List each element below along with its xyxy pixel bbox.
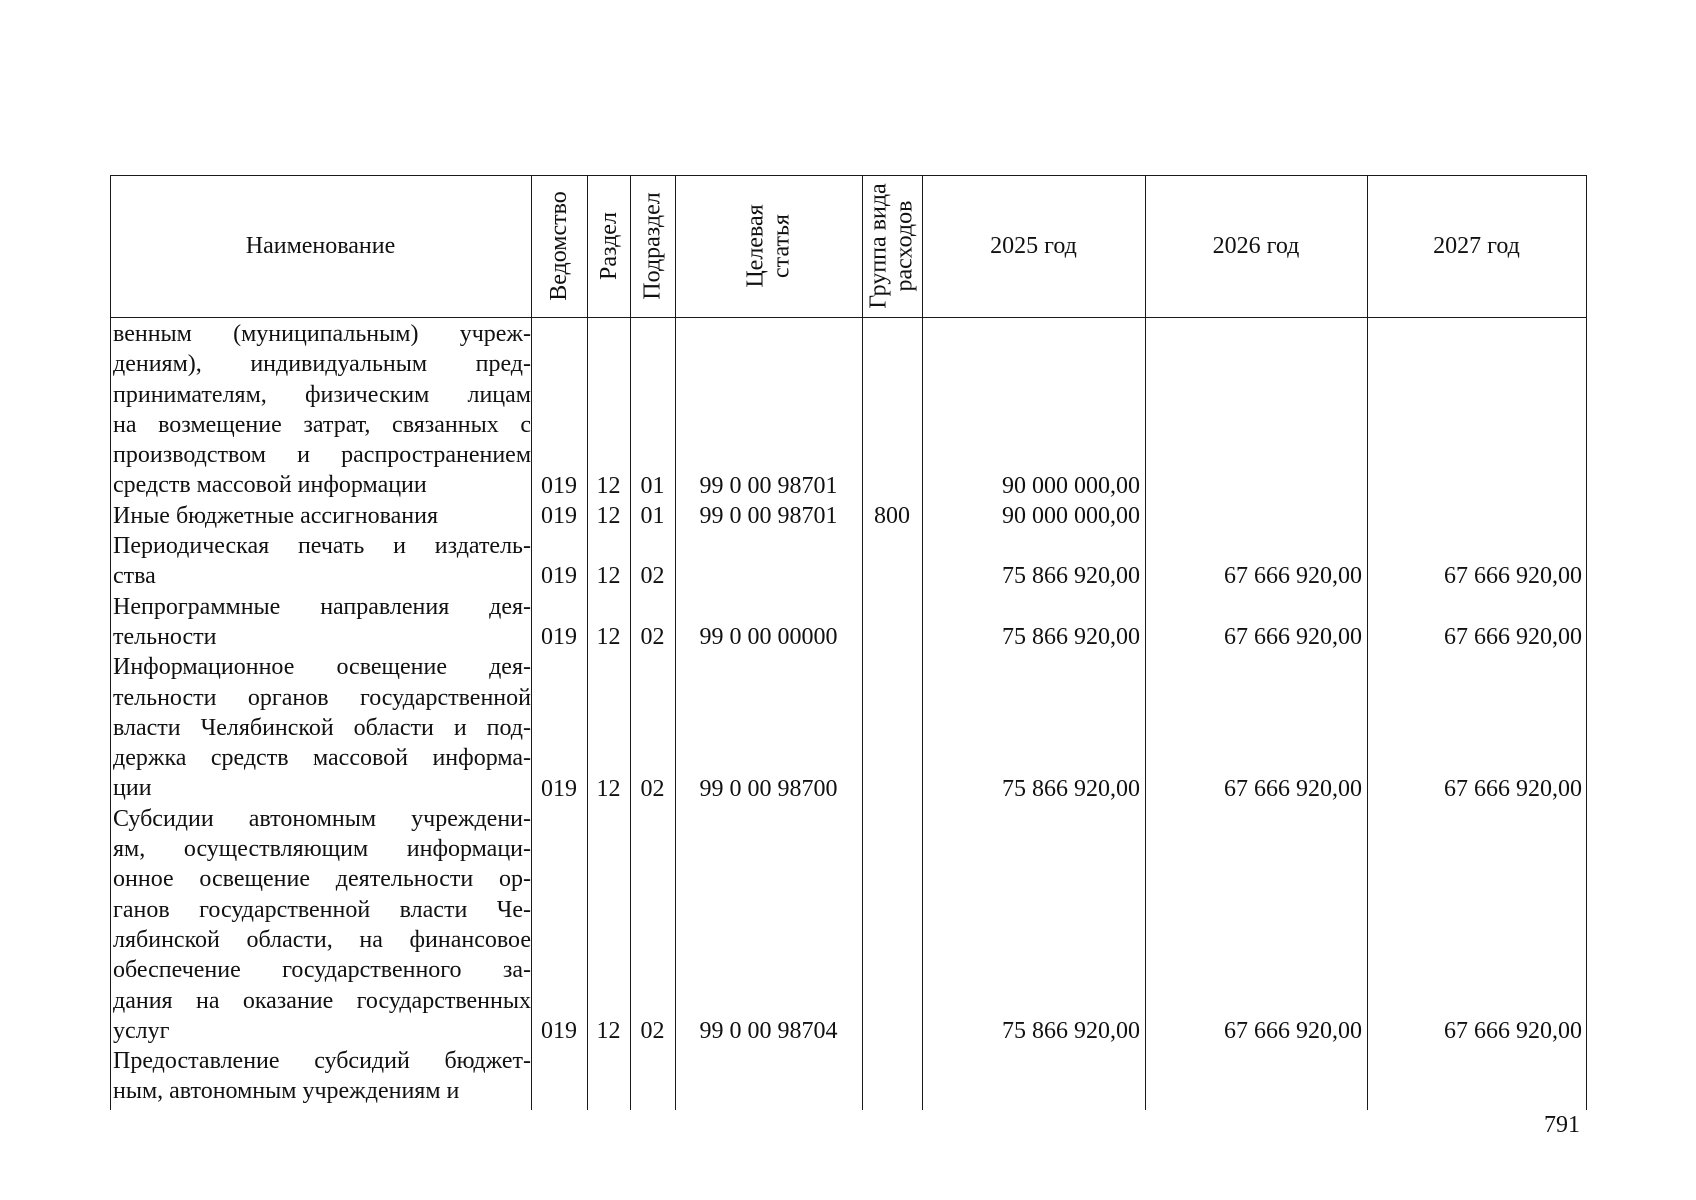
name-line: тельности органов государственной <box>113 684 531 711</box>
cell-ved: 019 <box>541 775 577 802</box>
name-line: принимателям, физическим лицам <box>113 381 531 408</box>
cell-razdel: 12 <box>596 1017 621 1044</box>
cell-y2026: 67 666 920,00 <box>1224 1017 1362 1044</box>
cell-podrazdel: 01 <box>640 472 665 499</box>
cell-y2025: 90 000 000,00 <box>1002 472 1140 499</box>
cell-y2027: 67 666 920,00 <box>1444 563 1582 590</box>
name-line: Периодическая печать и издатель- <box>113 533 531 560</box>
cell-podrazdel: 02 <box>640 775 665 802</box>
cell-razdel: 12 <box>596 502 621 529</box>
name-line: дениям), индивидуальным пред- <box>113 351 531 378</box>
name-line: обеспечение государственного за- <box>113 957 531 984</box>
cell-y2025: 90 000 000,00 <box>1002 502 1140 529</box>
cell-podrazdel: 02 <box>640 624 665 650</box>
cell-podrazdel: 01 <box>640 502 665 529</box>
name-line: ства <box>113 563 156 590</box>
header-razdel-label: Раздел <box>595 212 622 280</box>
name-line: ганов государственной власти Че- <box>113 896 531 923</box>
name-line: Иные бюджетные ассигнования <box>113 502 438 529</box>
name-line: ции <box>113 775 152 802</box>
header-celevaya-label <box>742 204 794 287</box>
table-row-name <box>113 1046 531 1107</box>
cell-y2026: 67 666 920,00 <box>1224 563 1362 590</box>
name-line: тельности <box>113 623 217 650</box>
header-bottom-border <box>110 317 1587 318</box>
budget-table <box>110 175 1587 1110</box>
table-row-name <box>113 652 531 803</box>
cell-gruppa: 800 <box>874 502 910 529</box>
cell-y2025: 75 866 920,00 <box>1002 775 1140 802</box>
name-line: ям, осуществляющим информаци- <box>113 836 531 863</box>
table-row-name <box>113 319 531 501</box>
table-row-name <box>113 531 531 592</box>
cell-razdel: 12 <box>596 775 621 802</box>
header-name <box>110 175 531 317</box>
cell-y2026: 67 666 920,00 <box>1224 624 1362 650</box>
name-line: власти Челябинской области и под- <box>113 714 531 741</box>
name-line: услуг <box>113 1017 170 1044</box>
cell-y2026: 67 666 920,00 <box>1224 775 1362 802</box>
header-podrazdel <box>630 175 675 317</box>
name-line: ным, автономным учреждениям и <box>113 1078 460 1105</box>
name-line: Информационное освещение дея- <box>113 654 531 681</box>
cell-ved: 019 <box>541 624 577 650</box>
name-line: дания на оказание государственных <box>113 987 531 1014</box>
cell-y2025: 75 866 920,00 <box>1002 1017 1140 1044</box>
name-line: держка средств массовой информа- <box>113 745 531 772</box>
col-border <box>1586 175 1587 1110</box>
header-gruppa-line1: Группа вида <box>866 183 892 309</box>
name-line: Непрограммные направления дея- <box>113 593 531 620</box>
cell-podrazdel: 02 <box>640 1017 665 1044</box>
header-vedomstvo <box>531 175 587 317</box>
table-row-name <box>113 592 531 653</box>
header-celevaya <box>675 175 862 317</box>
cell-y2027: 67 666 920,00 <box>1444 1017 1582 1044</box>
cell-y2027: 67 666 920,00 <box>1444 624 1582 650</box>
header-2025-label: 2025 год <box>990 233 1077 259</box>
header-podrazdel-label: Подраздел <box>639 192 666 300</box>
cell-ved: 019 <box>541 563 577 590</box>
header-2025 <box>922 175 1145 317</box>
cell-ved: 019 <box>541 502 577 529</box>
cell-celevaya: 99 0 00 00000 <box>699 624 838 650</box>
cell-y2025: 75 866 920,00 <box>1002 624 1140 650</box>
header-gruppa-line2: расходов <box>892 200 918 292</box>
header-vedomstvo-label: Ведомство <box>546 191 572 301</box>
header-2026-label: 2026 год <box>1212 233 1300 259</box>
header-celevaya-line1: Целевая <box>742 204 769 288</box>
cell-celevaya: 99 0 00 98701 <box>699 502 838 529</box>
name-line: Предоставление субсидий бюджет- <box>113 1048 531 1075</box>
name-line: лябинской области, на финансовое <box>113 926 531 953</box>
name-line: Субсидии автономным учреждени- <box>113 805 531 832</box>
cell-podrazdel: 02 <box>640 563 665 590</box>
cell-ved: 019 <box>541 472 577 499</box>
name-line: венным (муниципальным) учреж- <box>113 321 531 347</box>
name-column <box>110 319 531 1107</box>
cell-y2025: 75 866 920,00 <box>1002 563 1140 590</box>
header-2027 <box>1367 175 1586 317</box>
cell-celevaya: 99 0 00 98704 <box>699 1017 838 1044</box>
cell-y2027: 67 666 920,00 <box>1444 775 1582 802</box>
cell-ved: 019 <box>541 1017 577 1044</box>
name-line: средств массовой информации <box>113 472 427 499</box>
cell-razdel: 12 <box>596 624 621 650</box>
table-row-name <box>113 804 531 1046</box>
page-number: 791 <box>1544 1112 1580 1138</box>
header-gruppa-label <box>866 183 918 308</box>
header-razdel <box>587 175 630 317</box>
cell-celevaya: 99 0 00 98701 <box>699 472 838 499</box>
header-celevaya-line2: статья <box>768 214 795 278</box>
header-gruppa <box>862 175 922 317</box>
header-2027-label: 2027 год <box>1433 233 1520 259</box>
name-line: на возмещение затрат, связанных с <box>113 411 531 438</box>
header-name-label: Наименование <box>245 233 396 259</box>
cell-razdel: 12 <box>596 472 621 499</box>
header-2026 <box>1145 175 1367 317</box>
table-row-name <box>113 501 531 531</box>
name-line: онное освещение деятельности ор- <box>113 866 531 893</box>
cell-razdel: 12 <box>596 563 621 590</box>
name-line: производством и распространением <box>113 442 531 469</box>
cell-celevaya: 99 0 00 98700 <box>699 775 838 802</box>
